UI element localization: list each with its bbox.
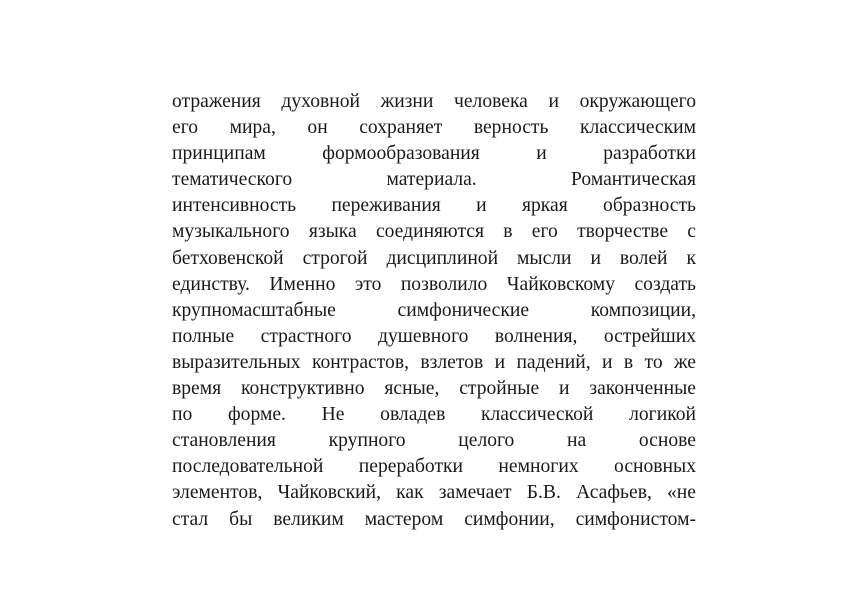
text-line-5: интенсивность переживания и яркая образность	[172, 195, 696, 217]
text-line-4: тематического материала. Романтическая	[172, 169, 696, 191]
text-line-16: элементов, Чайковский, как замечает Б.В. Асафьев, «не	[172, 482, 696, 504]
text-line-11: выразительных контрастов, взлетов и падений, и в то же	[172, 351, 696, 373]
text-line-7: бетховенской строгой дисциплиной мысли и волей к	[172, 247, 696, 269]
text-line-9: крупномасштабные симфонические композиции,	[172, 299, 696, 321]
text-line-17: стал бы великим мастером симфонии, симфонистом-	[172, 508, 696, 530]
text-line-12: время конструктивно ясные, стройные и законченные	[172, 378, 696, 400]
text-line-10: полные страстного душевного волнения, острейших	[172, 325, 696, 347]
text-line-14: становления крупного целого на основе	[172, 430, 696, 452]
text-line-3: принципам формообразования и разработки	[172, 143, 696, 165]
text-line-8: единству. Именно это позволило Чайковскому создать	[172, 273, 696, 295]
text-line-6: музыкального языка соединяются в его творчестве с	[172, 221, 696, 243]
body-text	[172, 89, 696, 533]
text-line-2: его мира, он сохраняет верность классическим	[172, 117, 696, 139]
text-line-15: последовательной переработки немногих основных	[172, 456, 696, 478]
text-line-1: отражения духовной жизни человека и окружающего	[172, 91, 696, 112]
text-line-13: по форме. Не овладев классической логикой	[172, 404, 696, 426]
